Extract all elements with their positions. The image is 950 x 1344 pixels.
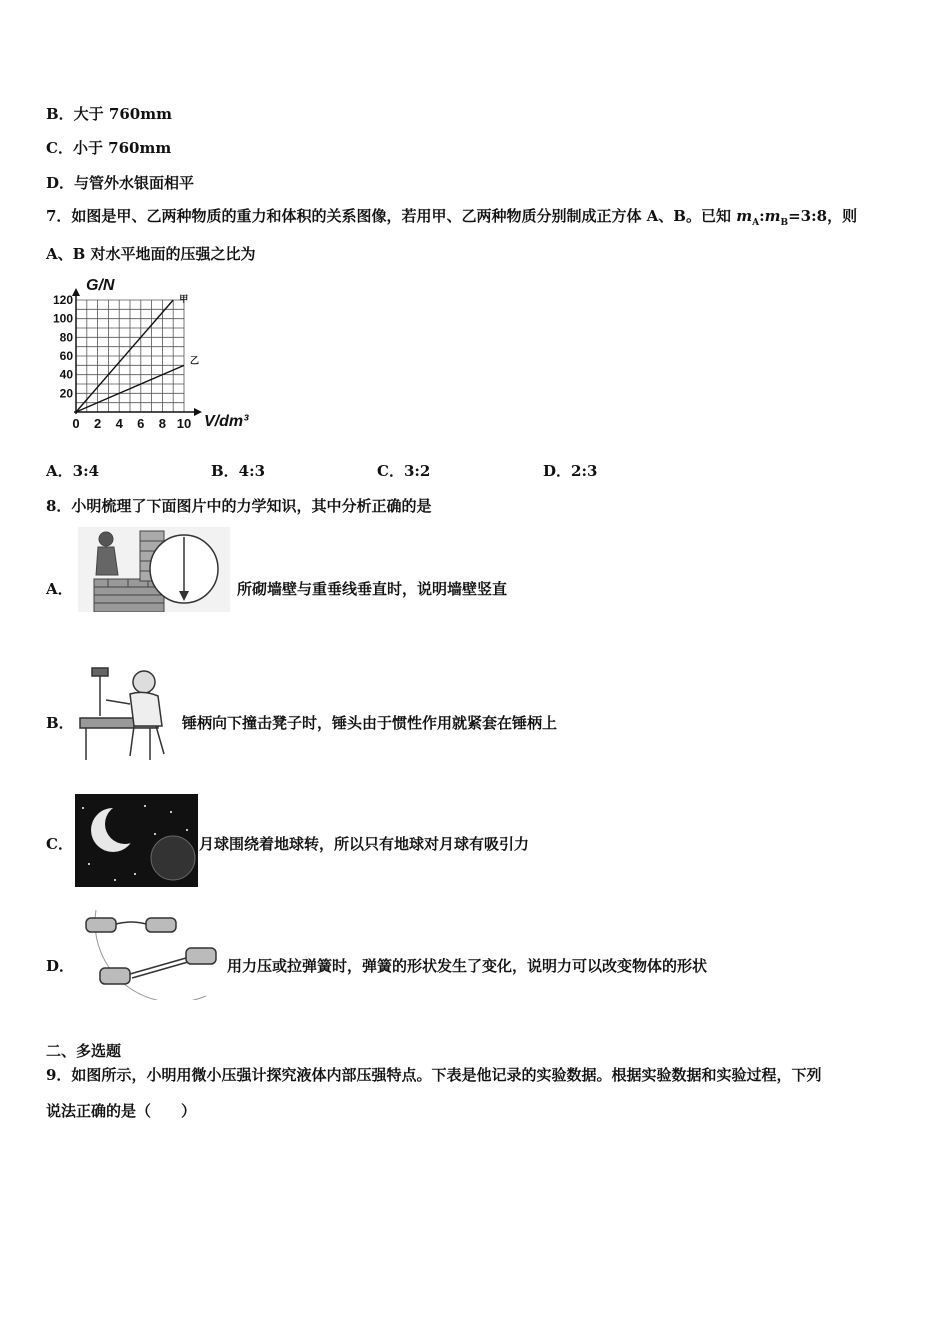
y-tick-label: 80: [59, 330, 73, 345]
series-label-2: 乙: [190, 355, 200, 366]
gravity-volume-chart: [44, 272, 274, 442]
y-tick-label: 120: [52, 293, 73, 307]
y-tick-label: 20: [59, 386, 73, 401]
section-title-multiple-choice: 二、多选题: [46, 1042, 122, 1060]
q7-subB: B: [780, 218, 789, 228]
chart-tick-labels: [53, 293, 191, 431]
q7-ratio: =3:8，则: [788, 207, 858, 225]
chart-series: [76, 294, 199, 412]
q8-option-b-label: B．: [46, 714, 74, 732]
y-tick-label: 100: [52, 311, 73, 326]
chart-grid: [76, 300, 184, 412]
y-tick-label: 40: [59, 367, 73, 382]
q8-option-a-text: 所砌墙壁与重垂线垂直时，说明墙壁竖直: [237, 580, 508, 598]
q6-option-b: B．大于 760mm: [46, 105, 172, 123]
x-axis-label: V/dm³: [204, 413, 249, 430]
x-tick-label: 4: [115, 416, 123, 431]
chart-axes: [72, 288, 202, 416]
x-tick-label: 0: [72, 416, 80, 431]
q8-option-c-label: C．: [46, 835, 73, 853]
q7-stem-line2: A、B 对水平地面的压强之比为: [46, 245, 256, 263]
y-axis-arrow: [72, 288, 80, 296]
y-axis-label: G/N: [86, 277, 115, 294]
q6-option-c: C．小于 760mm: [46, 139, 172, 157]
spring-hands-image: [76, 908, 222, 1000]
q8-option-a-label: A．: [46, 580, 73, 598]
series-label-1: 甲: [179, 294, 189, 304]
q7-colon: :: [759, 207, 765, 225]
q7-option-b: B．4:3: [211, 462, 266, 480]
q7-mB: m: [764, 207, 781, 225]
q8-option-b-text: 锤柄向下撞击凳子时，锤头由于惯性作用就紧套在锤柄上: [182, 714, 558, 732]
q7-option-a: A．3:4: [46, 462, 100, 480]
q7-mA: m: [736, 207, 753, 225]
x-tick-label: 6: [137, 416, 145, 431]
q6-option-d: D．与管外水银面相平: [46, 174, 195, 192]
q8-option-c-text: 月球围绕着地球转，所以只有地球对月球有吸引力: [199, 835, 530, 853]
q8-stem: 8．小明梳理了下面图片中的力学知识，其中分析正确的是: [46, 497, 432, 515]
q7-subA: A: [752, 218, 760, 228]
bricklayer-plumb-line-image: [78, 527, 230, 612]
q8-option-d-text: 用力压或拉弹簧时，弹簧的形状发生了变化，说明力可以改变物体的形状: [227, 957, 708, 975]
moon-earth-image: [75, 794, 198, 887]
x-tick-label: 2: [93, 416, 102, 431]
q8-option-d-label: D．: [46, 957, 75, 975]
q9-stem-line2: 说法正确的是（ ）: [46, 1102, 197, 1120]
x-tick-label: 10: [176, 416, 192, 431]
x-tick-label: 8: [158, 416, 167, 431]
q7-stem-line1: [46, 205, 857, 228]
y-tick-label: 60: [59, 349, 73, 363]
q9-stem-line1: 9．如图所示，小明用微小压强计探究液体内部压强特点。下表是他记录的实验数据。根据实验数据和实验过程，下列: [46, 1066, 822, 1084]
hammer-stool-image: [78, 660, 182, 766]
q7-option-c: C．3:2: [377, 462, 431, 480]
q7-option-d: D．2:3: [543, 462, 598, 480]
q7-stem-text: 7．如图是甲、乙两种物质的重力和体积的关系图像，若用甲、乙两种物质分别制成正方体 A、B。已知: [46, 207, 737, 225]
x-axis-arrow: [194, 408, 202, 416]
